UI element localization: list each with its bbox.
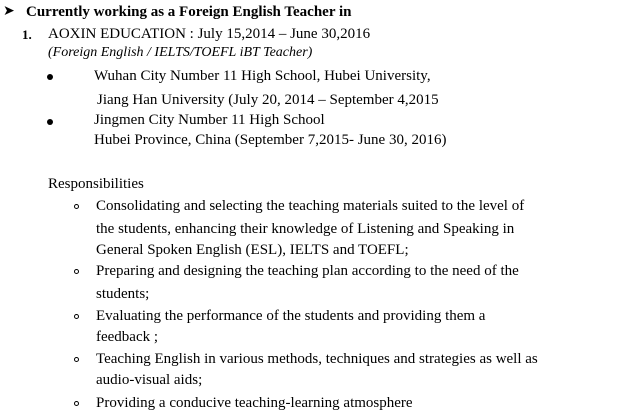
hollow-circle-icon — [74, 269, 79, 274]
responsibility-line: Evaluating the performance of the students and providing them a — [96, 308, 486, 324]
hollow-circle-icon — [74, 401, 79, 406]
list-number: 1. — [22, 27, 32, 42]
responsibility-line: audio-visual aids; — [96, 372, 203, 388]
location-line: Jiang Han University (July 20, 2014 – September 4,2015 — [97, 92, 439, 108]
responsibility-line: General Spoken English (ESL), IELTS and TOEFL; — [96, 242, 409, 258]
arrow-right-icon: ➤ — [3, 4, 15, 19]
job-title: AOXIN EDUCATION : July 15,2014 – June 30,2016 — [48, 26, 371, 42]
location-line: Hubei Province, China (September 7,2015- June 30, 2016) — [94, 132, 447, 148]
responsibility-line: Providing a conducive teaching-learning atmosphere — [96, 395, 413, 411]
responsibility-line: Teaching English in various methods, techniques and strategies as well as — [96, 351, 538, 367]
responsibilities-heading: Responsibilities — [48, 176, 144, 192]
responsibility-line: the students, enhancing their knowledge of Listening and Speaking in — [96, 221, 515, 237]
filled-circle-icon — [47, 74, 53, 80]
filled-circle-icon — [47, 119, 53, 125]
hollow-circle-icon — [74, 314, 79, 319]
responsibility-line: students; — [96, 286, 150, 302]
responsibility-line: Preparing and designing the teaching plan according to the need of the — [96, 263, 519, 279]
responsibility-line: Consolidating and selecting the teaching materials suited to the level of — [96, 198, 525, 214]
job-subtitle: (Foreign English / IELTS/TOEFL iBT Teacher) — [48, 45, 313, 60]
location-line: Jingmen City Number 11 High School — [94, 112, 325, 128]
hollow-circle-icon — [74, 204, 79, 209]
location-line: Wuhan City Number 11 High School, Hubei University, — [94, 68, 431, 84]
hollow-circle-icon — [74, 357, 79, 362]
responsibility-line: feedback ; — [96, 329, 159, 345]
section-heading: Currently working as a Foreign English Teacher in — [26, 4, 352, 20]
